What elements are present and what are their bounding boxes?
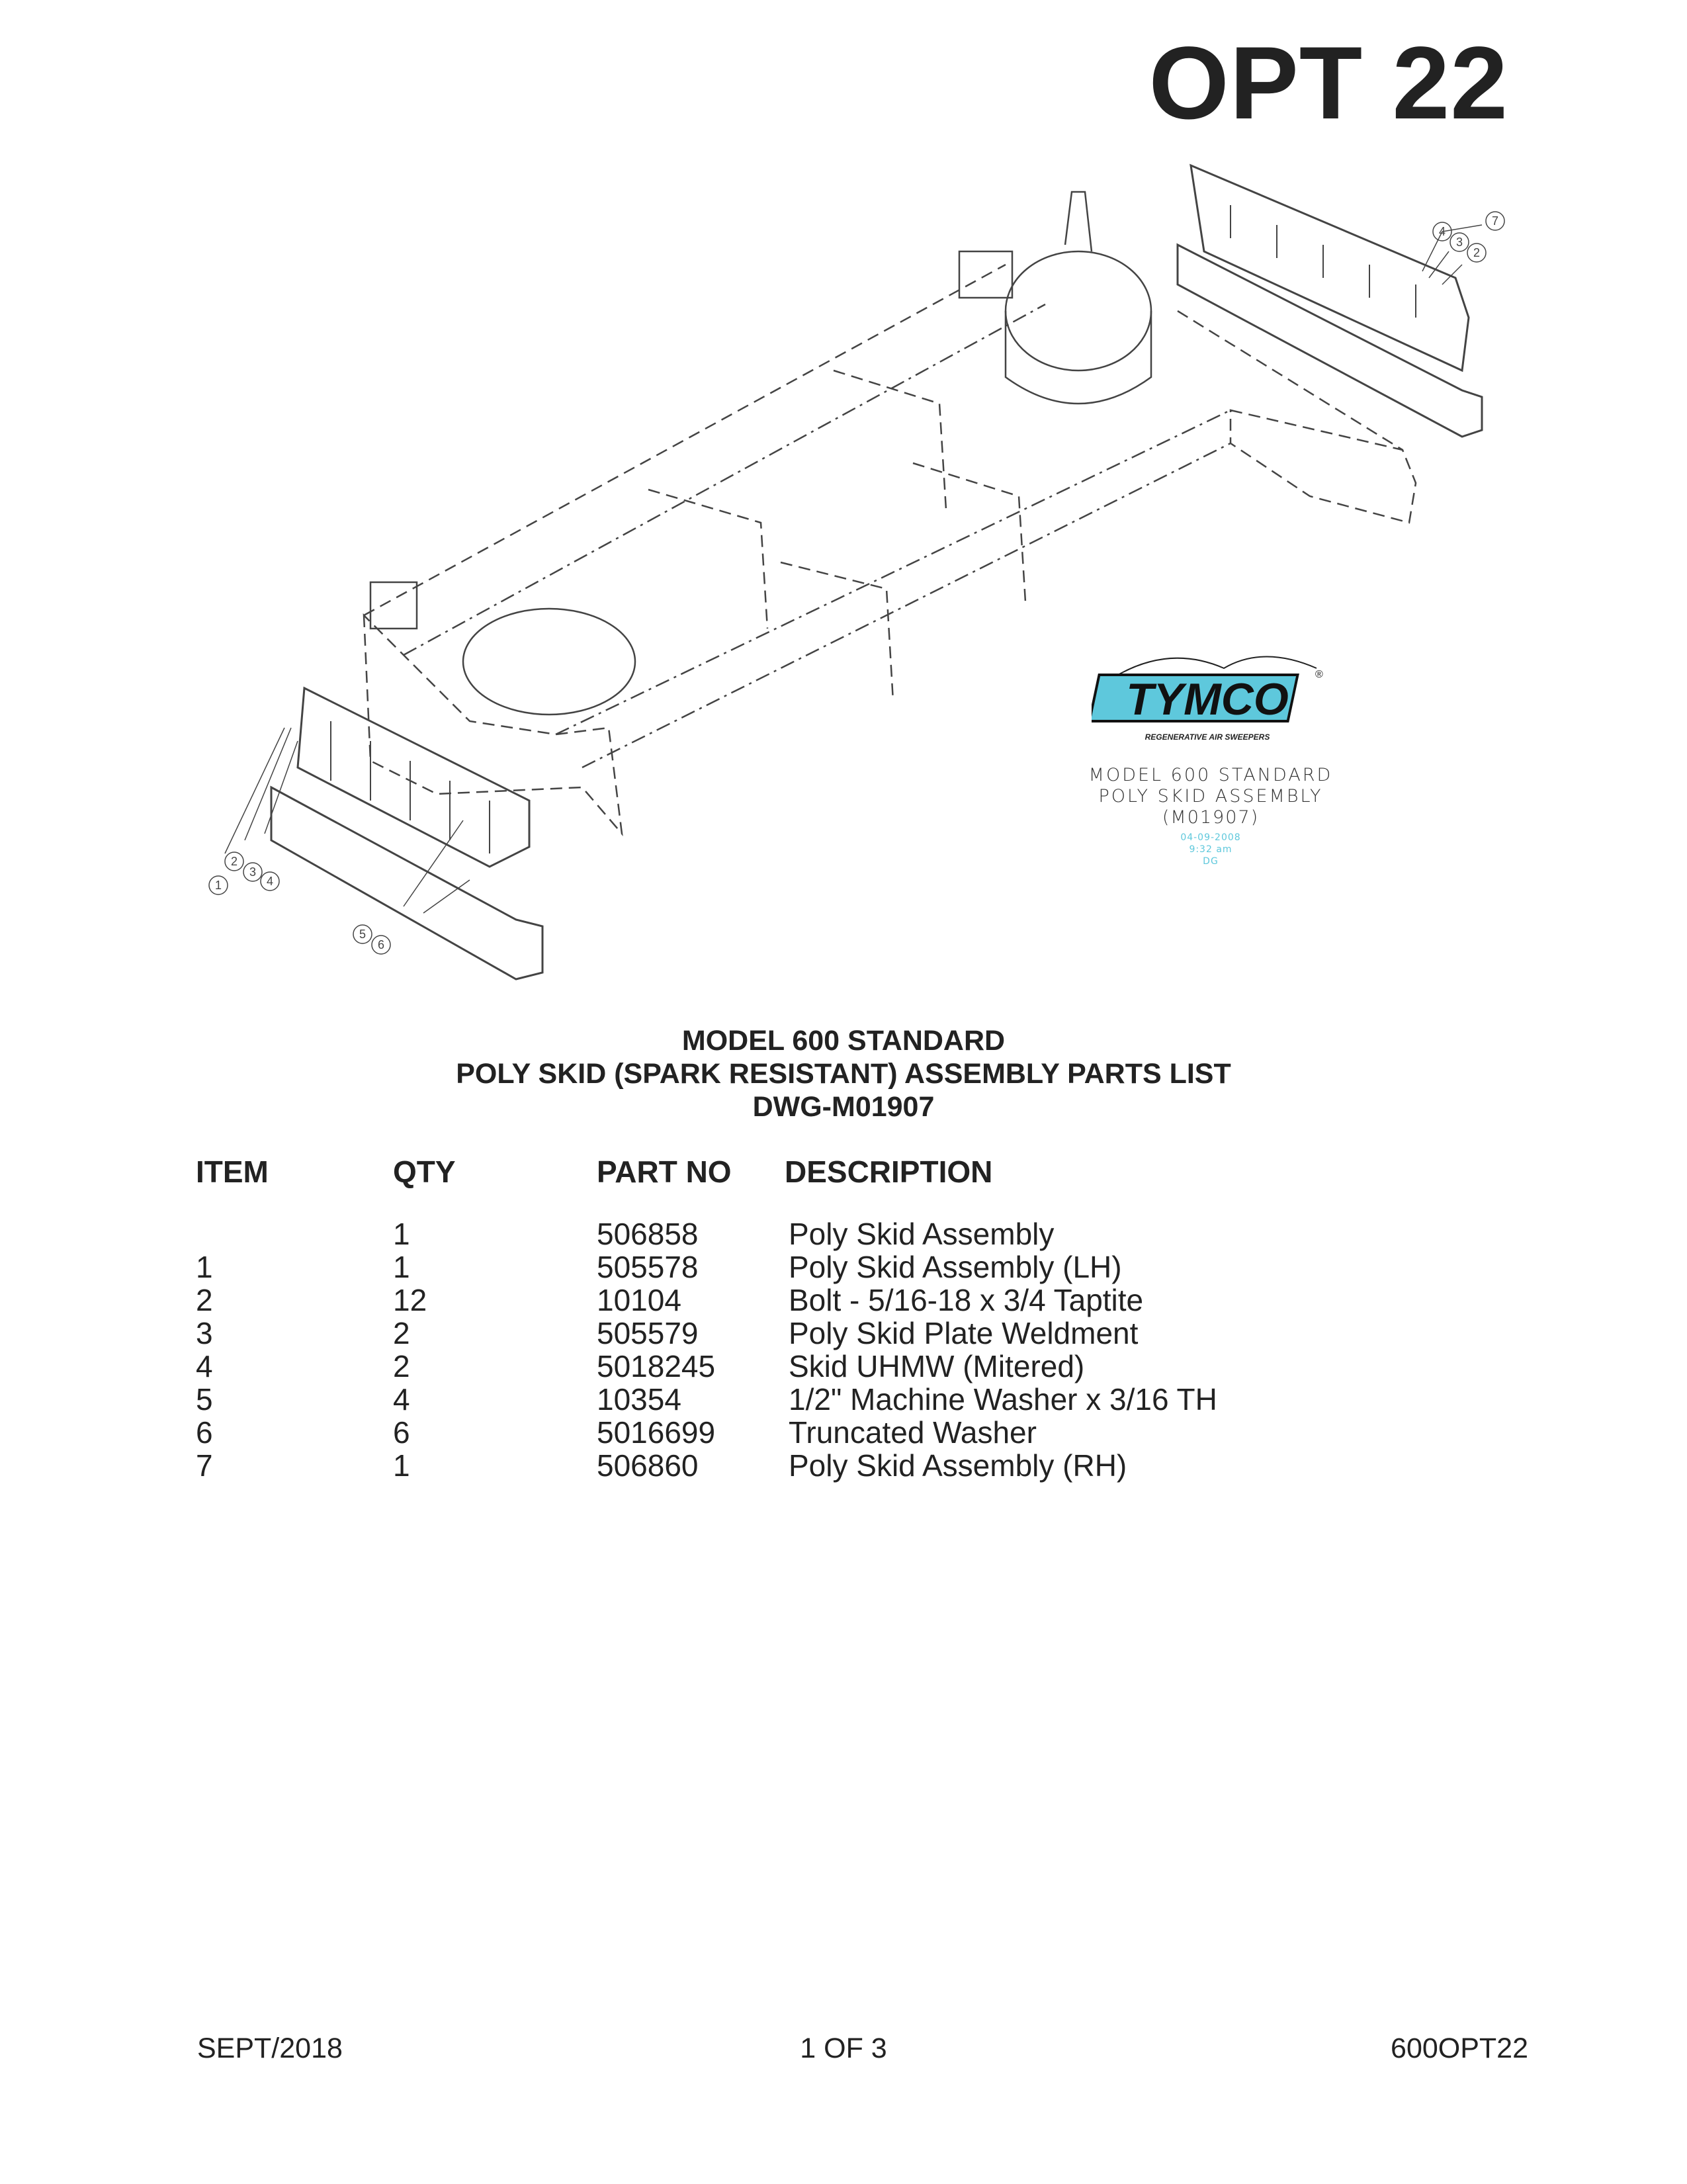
exploded-assembly-drawing xyxy=(185,152,1508,1006)
logo-caption-line1: MODEL 600 STANDARD xyxy=(1088,765,1333,785)
stamp-date: 04-09-2008 xyxy=(1180,832,1241,843)
table-row xyxy=(0,1250,1687,1284)
logo-registered: ® xyxy=(1315,669,1323,680)
frame-inner-rail xyxy=(404,304,1045,655)
rh-skid-plate xyxy=(1191,165,1469,371)
cell-description: Poly Skid Plate Weldment xyxy=(789,1316,1139,1350)
cell-item: 2 xyxy=(196,1283,213,1317)
callout-bl-3: 3 xyxy=(249,865,257,879)
callout-tr-3: 3 xyxy=(1455,236,1463,249)
cell-qty: 1 xyxy=(393,1250,410,1284)
frame-back-edge xyxy=(1178,311,1403,450)
lh-skid-plate xyxy=(298,688,529,867)
cell-qty: 1 xyxy=(393,1448,410,1483)
rear-fan-housing-side xyxy=(1006,311,1151,404)
footer-date: SEPT/2018 xyxy=(197,2032,343,2064)
cell-part-no: 505579 xyxy=(597,1316,699,1350)
frame-front-plate xyxy=(364,615,622,834)
cell-qty: 6 xyxy=(393,1415,410,1450)
table-row xyxy=(0,1449,1687,1482)
footer-doc-code: 600OPT22 xyxy=(1391,2032,1528,2064)
stamp-initials: DG xyxy=(1203,856,1219,867)
callout-tr-7: 7 xyxy=(1491,214,1499,228)
stamp-time: 9:32 am xyxy=(1189,844,1233,855)
cell-qty: 4 xyxy=(393,1382,410,1417)
cell-part-no: 5018245 xyxy=(597,1349,716,1383)
lh-skid-uhmw xyxy=(271,787,542,979)
corner-bracket-front xyxy=(370,582,417,629)
cell-part-no: 505578 xyxy=(597,1250,699,1284)
callout-bl-2: 2 xyxy=(230,855,238,868)
callout-bl-4: 4 xyxy=(266,875,274,888)
rear-fan-housing-top xyxy=(1006,251,1151,371)
col-header-qty: QTY xyxy=(393,1155,456,1189)
table-row xyxy=(0,1383,1687,1416)
cell-item: 4 xyxy=(196,1349,213,1383)
rear-fan-mount xyxy=(1065,192,1092,251)
front-hopper-opening xyxy=(463,609,635,715)
cell-description: Bolt - 5/16-18 x 3/4 Taptite xyxy=(789,1283,1144,1317)
tymco-logo xyxy=(1092,648,1343,748)
cell-part-no: 10354 xyxy=(597,1382,681,1417)
cell-item: 7 xyxy=(196,1448,213,1483)
table-row xyxy=(0,1284,1687,1317)
logo-caption-line2: POLY SKID ASSEMBLY xyxy=(1098,786,1323,807)
cell-description: Truncated Washer xyxy=(789,1415,1037,1450)
table-row xyxy=(0,1416,1687,1449)
footer-page-number: 1 OF 3 xyxy=(800,2032,887,2064)
cell-description: 1/2" Machine Washer x 3/16 TH xyxy=(789,1382,1217,1417)
cell-item: 3 xyxy=(196,1316,213,1350)
callout-tr-2: 2 xyxy=(1473,246,1481,259)
cell-qty: 2 xyxy=(393,1316,410,1350)
parts-list-title-2: POLY SKID (SPARK RESISTANT) ASSEMBLY PARTS LIST xyxy=(456,1058,1231,1090)
cell-part-no: 506860 xyxy=(597,1448,699,1483)
frame-top-edge xyxy=(364,265,1006,615)
cell-part-no: 506858 xyxy=(597,1217,699,1251)
logo-caption-line3: (M01907) xyxy=(1162,807,1260,828)
cell-part-no: 5016699 xyxy=(597,1415,716,1450)
cross-member-4 xyxy=(913,463,1025,602)
callout-bl-1: 1 xyxy=(214,879,222,892)
cell-item: 5 xyxy=(196,1382,213,1417)
table-row xyxy=(0,1350,1687,1383)
table-row xyxy=(0,1317,1687,1350)
cell-description: Poly Skid Assembly (LH) xyxy=(789,1250,1122,1284)
option-title: OPT 22 xyxy=(1148,26,1508,141)
cell-part-no: 10104 xyxy=(597,1283,681,1317)
logo-brand: TYMCO xyxy=(1126,674,1289,724)
cross-member-2 xyxy=(834,371,946,509)
callout-bl-5: 5 xyxy=(359,928,367,941)
cell-qty: 12 xyxy=(393,1283,427,1317)
cross-member-3 xyxy=(781,562,893,701)
cross-member-1 xyxy=(648,490,767,629)
parts-list-title-1: MODEL 600 STANDARD xyxy=(681,1025,1006,1057)
cell-description: Poly Skid Assembly (RH) xyxy=(789,1448,1127,1483)
logo-tagline: REGENERATIVE AIR SWEEPERS xyxy=(1145,732,1270,742)
cell-description: Poly Skid Assembly xyxy=(789,1217,1055,1251)
callout-tr-4: 4 xyxy=(1438,225,1446,238)
col-header-part-no: PART NO xyxy=(597,1155,732,1189)
cell-qty: 2 xyxy=(393,1349,410,1383)
cell-item: 1 xyxy=(196,1250,213,1284)
cell-description: Skid UHMW (Mitered) xyxy=(789,1349,1085,1383)
callout-bl-6: 6 xyxy=(377,938,385,951)
col-header-item: ITEM xyxy=(196,1155,269,1189)
frame-rear-plate xyxy=(1231,410,1416,523)
col-header-description: DESCRIPTION xyxy=(785,1155,993,1189)
parts-list-title-3: DWG-M01907 xyxy=(752,1091,935,1123)
cell-item: 6 xyxy=(196,1415,213,1450)
cell-qty: 1 xyxy=(393,1217,410,1251)
table-row xyxy=(0,1217,1687,1250)
rh-skid-uhmw xyxy=(1178,245,1482,437)
